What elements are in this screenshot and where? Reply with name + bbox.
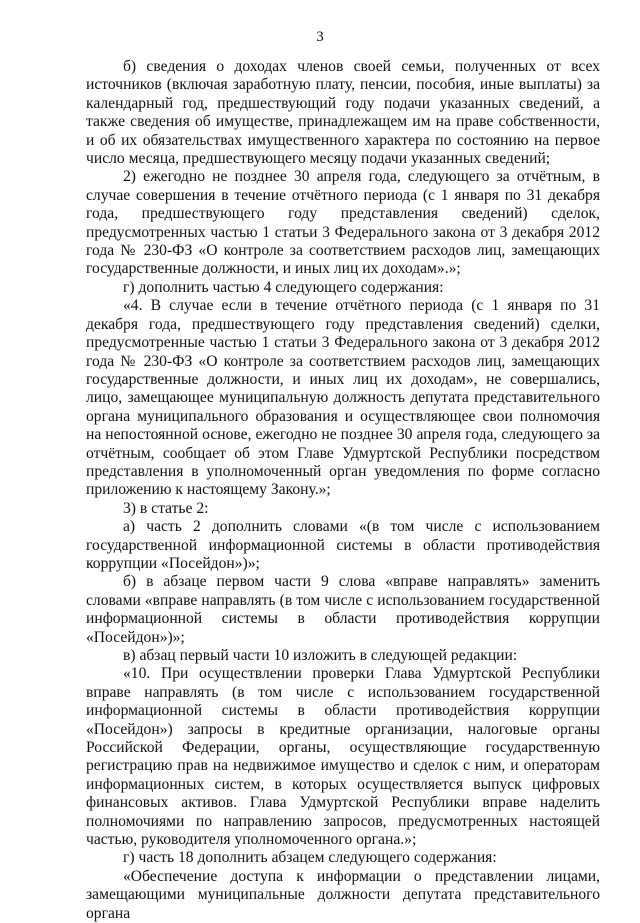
paragraph: а) часть 2 дополнить словами «(в том числе с использованием государственной информационной системы в области противодействия коррупции «Посейдон»)»; xyxy=(86,518,600,572)
paragraph: г) часть 18 дополнить абзацем следующего содержания: xyxy=(123,849,497,867)
paragraph: в) абзац первый части 10 изложить в следующей редакции: xyxy=(123,647,518,664)
paragraph: «4. В случае если в течение отчётного периода (с 1 января по 31 декабря года, предшествующего году представления сведений) сделки, предусмотренные частью 1 статьи 3 Федерального закона от 3 декабря 2012 года № 230-ФЗ «О контроле за соответствием расходов лиц, замещающих государственные должности, и иных лиц их доходам», не совершались, лицо, замещающее муниципальную должность депутата представительного органа муниципального образования и осуществляющее свои полномочия на непостоянной основе, ежегодно не позднее 30 апреля года, следующего за отчётным, сообщает об этом Главе Удмуртской Республики посредством представления в уполномоченный орган уведомления по форме согласно приложению к настоящему Закону.»; xyxy=(86,297,600,499)
paragraph: 2) ежегодно не позднее 30 апреля года, следующего за отчётным, в случае совершения в течение отчётного периода (с 1 января по 31 декабря года, предшествующего году представления сведений) сделок, предусмотренных частью 1 статьи 3 Федерального закона от 3 декабря 2012 года № 230-ФЗ «О контроле за соответствием расходов лиц, замещающих государственные должности, и иных лиц их доходам».»; xyxy=(86,168,600,278)
document-body xyxy=(86,58,600,923)
paragraph: «10. При осуществлении проверки Глава Удмуртской Республики вправе направлять (в том числе с использованием государственной информационной системы в области противодействия коррупции «Посейдон») запросы в кредитные организации, налоговые органы Российской Федерации, органы, осуществляющие государственную регистрацию прав на недвижимое имущество и сделок с ним, и операторам информационных систем, в которых осуществляется выпуск цифровых финансовых активов. Глава Удмуртской Республики вправе наделить полномочиями по направлению запросов, предусмотренных настоящей частью, руководителя уполномоченного органа.»; xyxy=(86,665,600,849)
paragraph: б) сведения о доходах членов своей семьи, полученных от всех источников (включая заработную плату, пенсии, пособия, иные выплаты) за календарный год, предшествующий году подачи указанных сведений, а также сведения об имуществе, принадлежащем им на праве собственности, и об их обязательствах имущественного характера по состоянию на первое число месяца, предшествующего месяцу подачи указанных сведений; xyxy=(86,58,600,168)
paragraph: «Обеспечение доступа к информации о представлении лицами, замещающими муниципальные должности депутата представительного органа xyxy=(86,867,600,922)
paragraph: б) в абзаце первом части 9 слова «вправе направлять» заменить словами «вправе направлять (в том числе с использованием государственной информационной системы в области противодействия коррупции «Посейдон»)»; xyxy=(86,573,600,646)
paragraph: 3) в статье 2: xyxy=(123,499,209,517)
paragraph: г) дополнить частью 4 следующего содержания: xyxy=(123,278,444,296)
page-number: 3 xyxy=(316,29,324,45)
